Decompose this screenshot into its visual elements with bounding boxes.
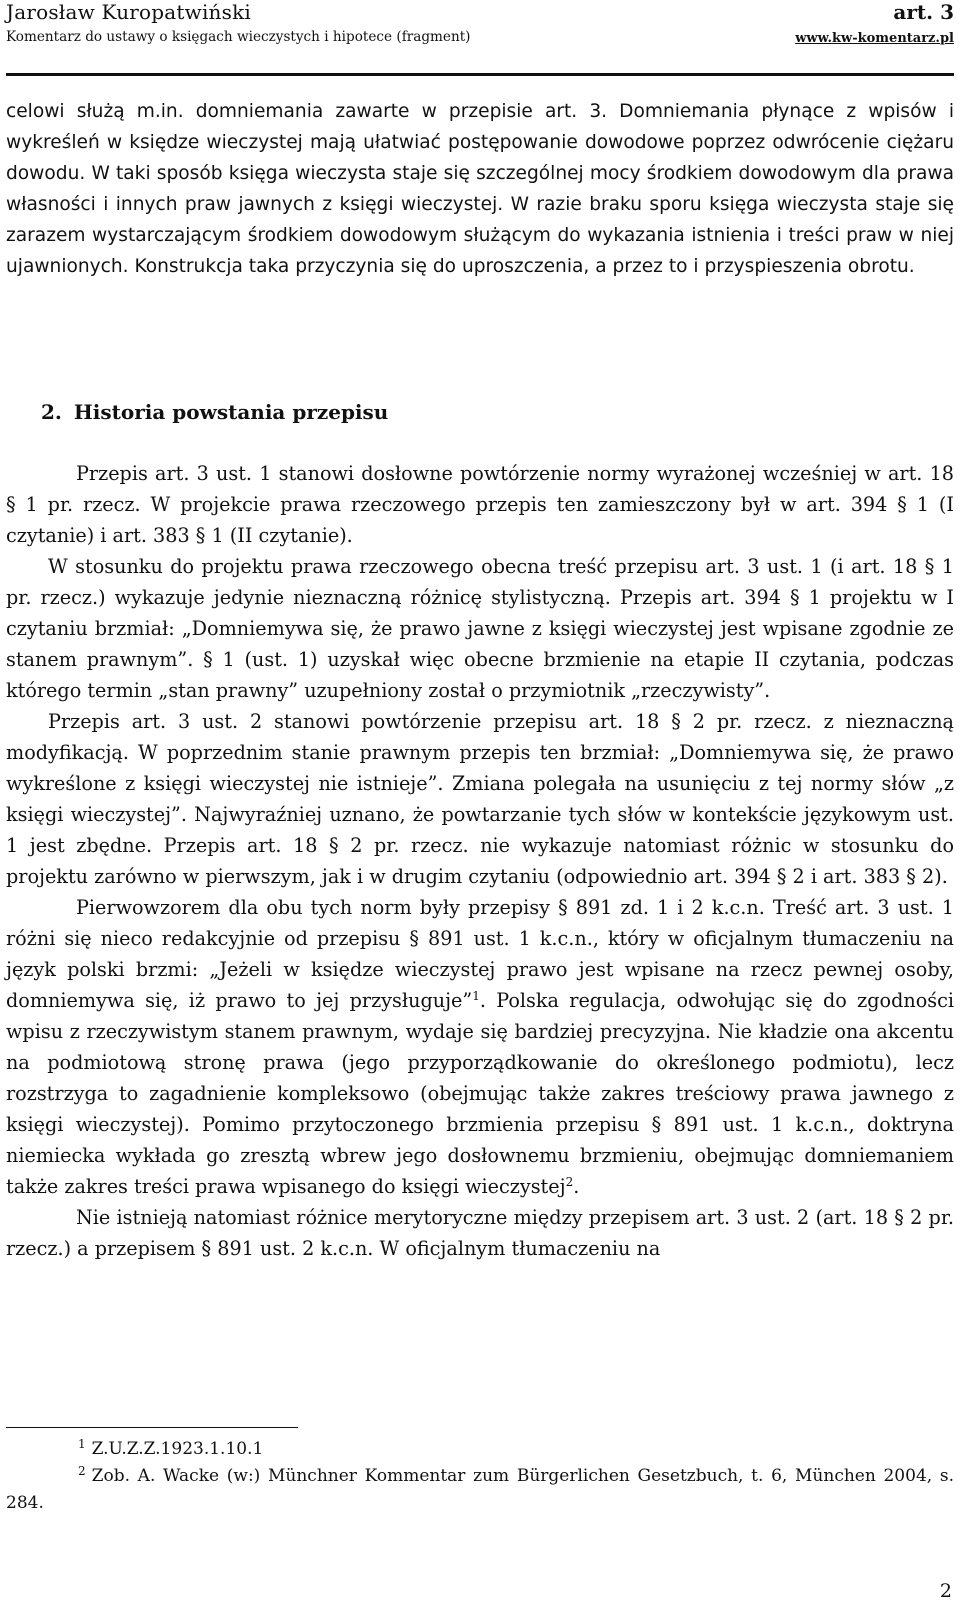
paragraph-4-part1: Pierwowzorem dla obu tych norm były przepisy § 891 zd. 1 i 2 k.c.n. Treść art. 3 ust. 1 różni się nieco redakcyjnie od przepisu § 891 ust. 1 k.c.n., który w oficjalnym tłumaczeniu na język polski brzmi: „Jeżeli w księdze wieczystej prawo jest wpisane na rzecz pewnej osoby, domniemywa się, iż prawo to jej przysługuje” bbox=[6, 896, 954, 1012]
header-divider bbox=[6, 73, 954, 76]
history-section bbox=[6, 458, 954, 1264]
footnotes bbox=[6, 1436, 954, 1517]
header-article: art. 3 bbox=[893, 0, 954, 24]
footnote-mark-1: 1 bbox=[78, 1437, 86, 1451]
paragraph-5: Nie istnieją natomiast różnice merytoryczne między przepisem art. 3 ust. 2 (art. 18 § 2 pr. rzecz.) a przepisem § 891 ust. 2 k.c.n. W oficjalnym tłumaczeniu na bbox=[6, 1206, 954, 1260]
paragraph-2: W stosunku do projektu prawa rzeczowego obecna treść przepisu art. 3 ust. 1 (i art. 18 § 1 pr. rzecz.) wykazuje jedynie nieznaczną różnicę stylistyczną. Przepis art. 394 § 1 projektu w I czytaniu brzmiał: „Domniemywa się, że prawo jawne z księgi wieczystej jest wpisane zgodnie ze stanem prawnym”. § 1 (ust. 1) uzyskał więc obecne brzmienie na etapie II czytania, podczas którego termin „stan prawny” uzupełniony został o przymiotnik „rzeczywisty”. bbox=[6, 555, 954, 702]
section-title: Historia powstania przepisu bbox=[73, 400, 389, 424]
intro-paragraph bbox=[6, 96, 954, 282]
section-number: 2. bbox=[41, 400, 62, 424]
header-url-link[interactable]: www.kw-komentarz.pl bbox=[795, 31, 954, 46]
footnote-mark-2: 2 bbox=[78, 1464, 86, 1478]
footnote-text-2: Zob. A. Wacke (w:) Münchner Kommentar zum Bürgerlichen Gesetzbuch, t. 6, München 2004, s. 284. bbox=[6, 1466, 954, 1513]
paragraph-3: Przepis art. 3 ust. 2 stanowi powtórzenie przepisu art. 18 § 2 pr. rzecz. z nieznaczną modyfikacją. W poprzednim stanie prawnym przepis ten brzmiał: „Domniemywa się, że prawo wykreślone z księgi wieczystej nie istnieje”. Zmiana polegała na usunięciu z tej normy słów „z księgi wieczystej”. Najwyraźniej uznano, że powtarzanie tych słów w kontekście językowym ust. 1 jest zbędne. Przepis art. 18 § 2 pr. rzecz. nie wykazuje natomiast różnic w stosunku do projektu zarówno w pierwszym, jak i w drugim czytaniu (odpowiednio art. 394 § 2 i art. 383 § 2). bbox=[6, 710, 954, 888]
footnote-divider bbox=[6, 1427, 298, 1428]
footnote-text-1: Z.U.Z.Z.1923.1.10.1 bbox=[91, 1439, 264, 1459]
intro-text-b: W razie braku sporu księga wieczysta staje się zarazem wystarczającym środkiem dowodowym służącym do wykazania istnienia i treści praw w niej ujawnionych. Konstrukcja taka przyczynia się do uproszczenia, a przez to i przyspieszenia obrotu. bbox=[6, 194, 954, 277]
footnote-ref-2[interactable]: 2 bbox=[565, 1175, 574, 1189]
section-heading bbox=[41, 400, 388, 424]
footnote-ref-1[interactable]: 1 bbox=[472, 989, 480, 1003]
intro-section bbox=[6, 96, 954, 282]
paragraph-4-part3: . bbox=[573, 1175, 580, 1198]
footnote-1 bbox=[6, 1436, 954, 1463]
header-author: Jarosław Kuropatwiński bbox=[6, 0, 252, 24]
page-number: 2 bbox=[939, 1580, 952, 1602]
header-subtitle: Komentarz do ustawy o księgach wieczystych i hipotece (fragment) bbox=[6, 29, 471, 45]
footnote-2 bbox=[6, 1463, 954, 1517]
paragraph-4-part2: . Polska regulacja, odwołując się do zgodności wpisu z rzeczywistym stanem prawnym, wydaje się bardziej precyzyjna. Nie kładzie ona akcentu na podmiotową stronę prawa (jego przyporządkowanie do określonego podmiotu), lecz rozstrzyga to zagadnienie kompleksowo (obejmując także zakres treściowy prawa jawnego z księgi wieczystej). Pomimo przytoczonego brzmienia przepisu § 891 ust. 1 k.c.n., doktryna niemiecka wykłada go zresztą wbrew jego dosłownemu brzmieniu, obejmując domniemaniem także zakres treści prawa wpisanego do księgi wieczystej bbox=[6, 989, 954, 1198]
paragraph-1: Przepis art. 3 ust. 1 stanowi dosłowne powtórzenie normy wyrażonej wcześniej w art. 18 § 1 pr. rzecz. W projekcie prawa rzeczowego przepis ten zamieszczony był w art. 394 § 1 (I czytanie) i art. 383 § 1 (II czytanie). bbox=[6, 462, 954, 547]
intro-text-a: celowi służą m.in. domniemania zawarte w przepisie art. 3. Domniemania płynące z wpisów i wykreśleń w księdze wieczystej mają ułatwiać postępowanie dowodowe poprzez odwrócenie ciężaru dowodu. W taki sposób księga wieczysta staje się szczególnej mocy środkiem dowodowym dla prawa własności i innych praw jawnych z księgi wieczystej. bbox=[6, 101, 954, 215]
paragraph-4 bbox=[6, 892, 954, 1202]
page-header bbox=[6, 0, 954, 76]
